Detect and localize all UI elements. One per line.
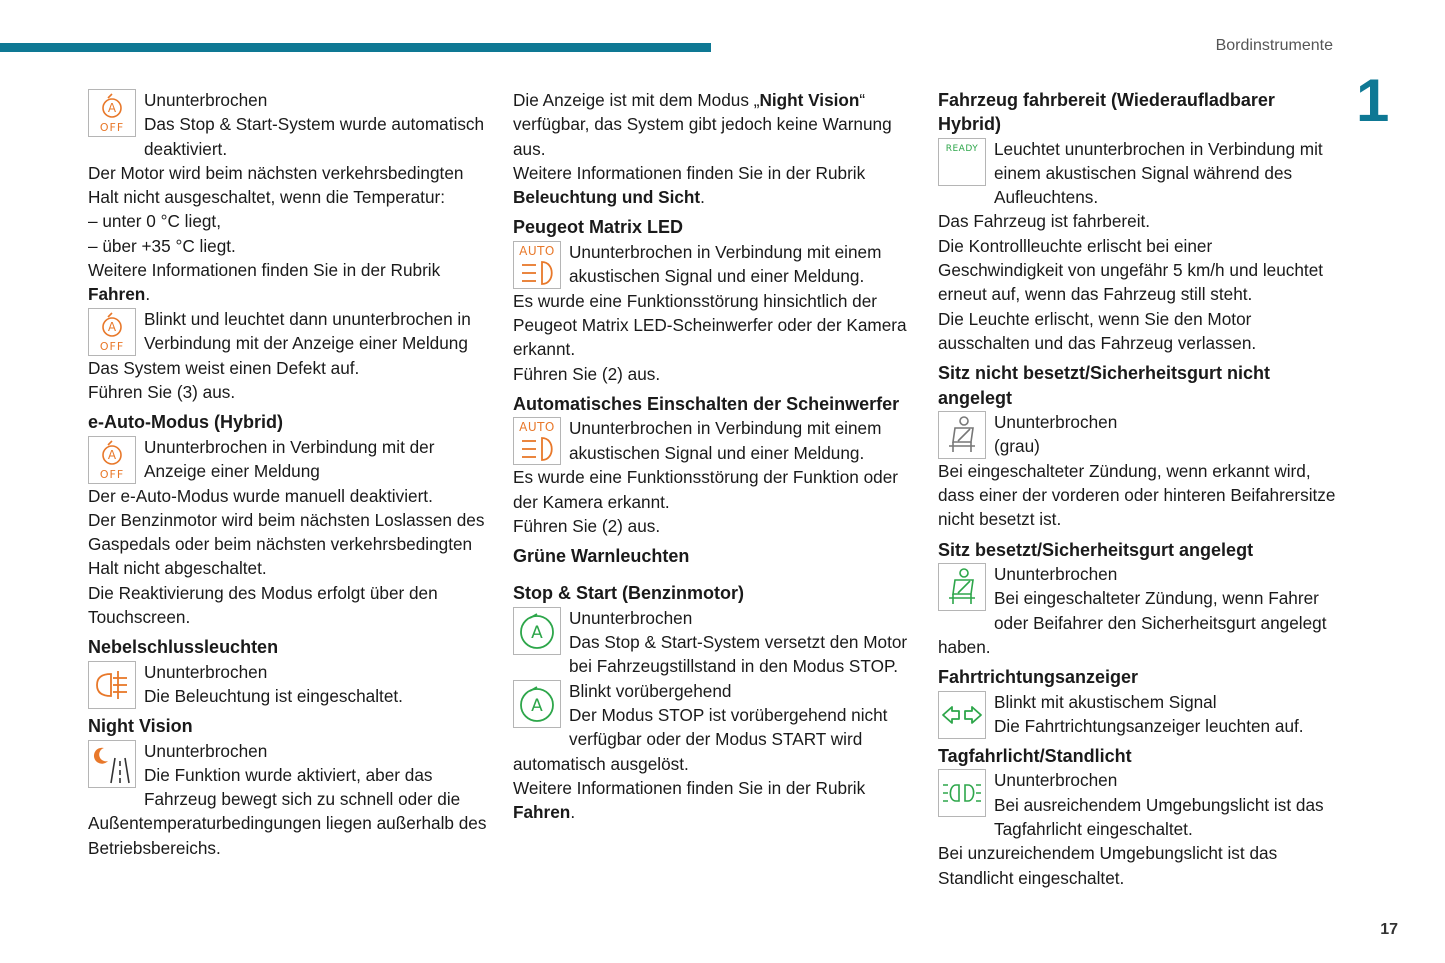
text: Ununterbrochen bbox=[569, 607, 693, 628]
text: Blinkt mit akustischem Signal bbox=[994, 691, 1217, 712]
text: Ununterbrochen bbox=[994, 411, 1118, 432]
text: Ununterbrochen in Verbindung mit einem akustischen Signal und einer Meldung. bbox=[569, 418, 882, 463]
text: Der e-Auto-Modus wurde manuell deaktiviert. bbox=[88, 485, 433, 506]
column-2 bbox=[513, 88, 913, 824]
seatbelt-grey-icon bbox=[938, 411, 986, 459]
text: Die Funktion wurde aktiviert, aber das Fahrzeug bewegt sich zu schnell oder die Außentemperaturbedingungen liegen außerhalb des Betriebsbereichs. bbox=[88, 764, 487, 858]
svg-text:A: A bbox=[107, 319, 117, 334]
text: Die Kontrollleuchte erlischt bei einer Geschwindigkeit von ungefähr 5 km/h und leuchtet erneut auf, wenn das Fahrzeug still steht. bbox=[938, 235, 1324, 305]
text: Das Stop & Start-System wurde automatisch deaktiviert. bbox=[144, 114, 485, 159]
svg-text:A: A bbox=[531, 695, 543, 716]
daytime-light-icon bbox=[938, 769, 986, 817]
text: Der Modus STOP ist vorübergehend nicht verfügbar oder der Modus START wird automatisch ausgelöst. bbox=[513, 704, 888, 774]
stop-start-off-icon bbox=[88, 89, 136, 137]
heading-ready: Fahrzeug fahrbereit (Wiederaufladbarer Hybrid) bbox=[938, 90, 1275, 135]
text: Leuchtet ununterbrochen in Verbindung mit einem akustischen Signal während des Aufleuchtens. bbox=[994, 138, 1323, 208]
page-number: 17 bbox=[1380, 921, 1398, 938]
seatbelt-green-icon bbox=[938, 563, 986, 611]
stop-start-green-icon bbox=[513, 680, 561, 728]
heading-seat-occupied: Sitz besetzt/Sicherheitsgurt angelegt bbox=[938, 539, 1254, 560]
text: Der Benzinmotor wird beim nächsten Loslassen des Gaspedals oder beim nächsten verkehrsbedingten Halt nicht abgeschaltet. bbox=[88, 509, 485, 579]
text: Blinkt und leuchtet dann ununterbrochen in Verbindung mit der Anzeige einer Meldung bbox=[144, 308, 471, 353]
svg-text:A: A bbox=[107, 447, 117, 462]
svg-text:AUTO: AUTO bbox=[519, 243, 555, 258]
heading-seat-not-occupied: Sitz nicht besetzt/Sicherheitsgurt nicht angelegt bbox=[938, 363, 1271, 408]
stop-start-off-icon bbox=[88, 308, 136, 356]
text: Die Reaktivierung des Modus erfolgt über den Touchscreen. bbox=[88, 582, 438, 628]
text: Weitere Informationen finden Sie in der Rubrik Fahren. bbox=[513, 777, 866, 823]
svg-text:OFF: OFF bbox=[99, 121, 125, 134]
text: Ununterbrochen bbox=[144, 740, 268, 761]
heading-green-lights: Grüne Warnleuchten bbox=[513, 546, 690, 567]
text: Ununterbrochen bbox=[994, 770, 1118, 791]
text: Ununterbrochen in Verbindung mit der Anzeige einer Meldung bbox=[144, 436, 435, 481]
text: Bei ausreichendem Umgebungslicht ist das Tagfahrlicht eingeschaltet. bbox=[994, 794, 1324, 840]
text: Die Fahrtrichtungsanzeiger leuchten auf. bbox=[994, 715, 1304, 736]
text: Führen Sie (2) aus. bbox=[513, 515, 661, 536]
heading-night-vision: Night Vision bbox=[88, 716, 193, 737]
column-3 bbox=[938, 88, 1338, 890]
heading-matrix-led: Peugeot Matrix LED bbox=[513, 217, 684, 238]
text: Führen Sie (2) aus. bbox=[513, 363, 661, 384]
ready-icon bbox=[938, 138, 986, 186]
text: Weitere Informationen finden Sie in der Rubrik Beleuchtung und Sicht. bbox=[513, 162, 866, 208]
auto-headlamp-icon bbox=[513, 241, 561, 289]
text: Bei unzureichendem Umgebungslicht ist das Standlicht eingeschaltet. bbox=[938, 843, 1278, 888]
text: Das System weist einen Defekt auf. bbox=[88, 357, 360, 378]
heading-turn-signals: Fahrtrichtungsanzeiger bbox=[938, 667, 1139, 688]
text: Das Fahrzeug ist fahrbereit. bbox=[938, 211, 1151, 232]
header-accent-bar bbox=[0, 43, 711, 52]
text: Bei eingeschalteter Zündung, wenn Fahrer oder Beifahrer den Sicherheitsgurt angelegt haben. bbox=[938, 588, 1327, 657]
text: Führen Sie (3) aus. bbox=[88, 381, 236, 402]
rear-fog-light-icon bbox=[88, 661, 136, 709]
svg-text:A: A bbox=[531, 622, 543, 643]
stop-start-green-icon bbox=[513, 607, 561, 655]
text: Die Anzeige ist mit dem Modus „Night Vision“ verfügbar, das System gibt jedoch keine Warnung aus. bbox=[513, 90, 892, 159]
text: Das Stop & Start-System versetzt den Motor bei Fahrzeugstillstand in den Modus STOP. bbox=[569, 632, 908, 677]
heading-daylight: Tagfahrlicht/Standlicht bbox=[938, 746, 1132, 767]
text: Es wurde eine Funktionsstörung hinsichtlich der Peugeot Matrix LED-Scheinwerfer oder der Kamera erkannt. bbox=[513, 290, 907, 360]
svg-text:READY: READY bbox=[945, 143, 979, 154]
text: Bei eingeschalteter Zündung, wenn erkannt wird, dass einer der vorderen oder hinteren Beifahrersitze nicht besetzt ist. bbox=[938, 460, 1336, 530]
auto-headlamp-icon bbox=[513, 417, 561, 465]
svg-text:A: A bbox=[107, 101, 117, 115]
svg-text:OFF: OFF bbox=[99, 339, 125, 353]
text: Ununterbrochen bbox=[144, 90, 268, 110]
column-1 bbox=[88, 88, 488, 860]
heading-e-auto: e-Auto-Modus (Hybrid) bbox=[88, 412, 283, 433]
text: Es wurde eine Funktionsstörung der Funktion oder der Kamera erkannt. bbox=[513, 467, 899, 512]
heading-auto-lights: Automatisches Einschalten der Scheinwerfer bbox=[513, 393, 900, 414]
text: Weitere Informationen finden Sie in der Rubrik Fahren. bbox=[88, 260, 441, 305]
list-item: – über +35 °C liegt. bbox=[88, 235, 236, 256]
night-vision-icon bbox=[88, 740, 136, 788]
text: (grau) bbox=[994, 436, 1040, 457]
svg-text:AUTO: AUTO bbox=[519, 420, 555, 435]
section-title: Bordinstrumente bbox=[1215, 37, 1333, 54]
list-item: – unter 0 °C liegt, bbox=[88, 211, 221, 232]
text: Die Leuchte erlischt, wenn Sie den Motor ausschalten und das Fahrzeug verlassen. bbox=[938, 308, 1257, 353]
heading-stop-start: Stop & Start (Benzinmotor) bbox=[513, 583, 744, 604]
text: Blinkt vorübergehend bbox=[569, 680, 732, 701]
e-auto-off-icon bbox=[88, 436, 136, 484]
heading-fog: Nebelschlussleuchten bbox=[88, 637, 279, 658]
turn-signal-icon bbox=[938, 691, 986, 739]
svg-text:OFF: OFF bbox=[99, 467, 125, 481]
text: Ununterbrochen bbox=[994, 564, 1118, 585]
text: Ununterbrochen in Verbindung mit einem akustischen Signal und einer Meldung. bbox=[569, 241, 882, 287]
text: Die Beleuchtung ist eingeschaltet. bbox=[144, 685, 403, 706]
text: Ununterbrochen bbox=[144, 661, 268, 682]
chapter-number: 1 bbox=[1356, 67, 1390, 134]
text: Der Motor wird beim nächsten verkehrsbedingten Halt nicht ausgeschaltet, wenn die Temperatur: bbox=[88, 162, 464, 208]
